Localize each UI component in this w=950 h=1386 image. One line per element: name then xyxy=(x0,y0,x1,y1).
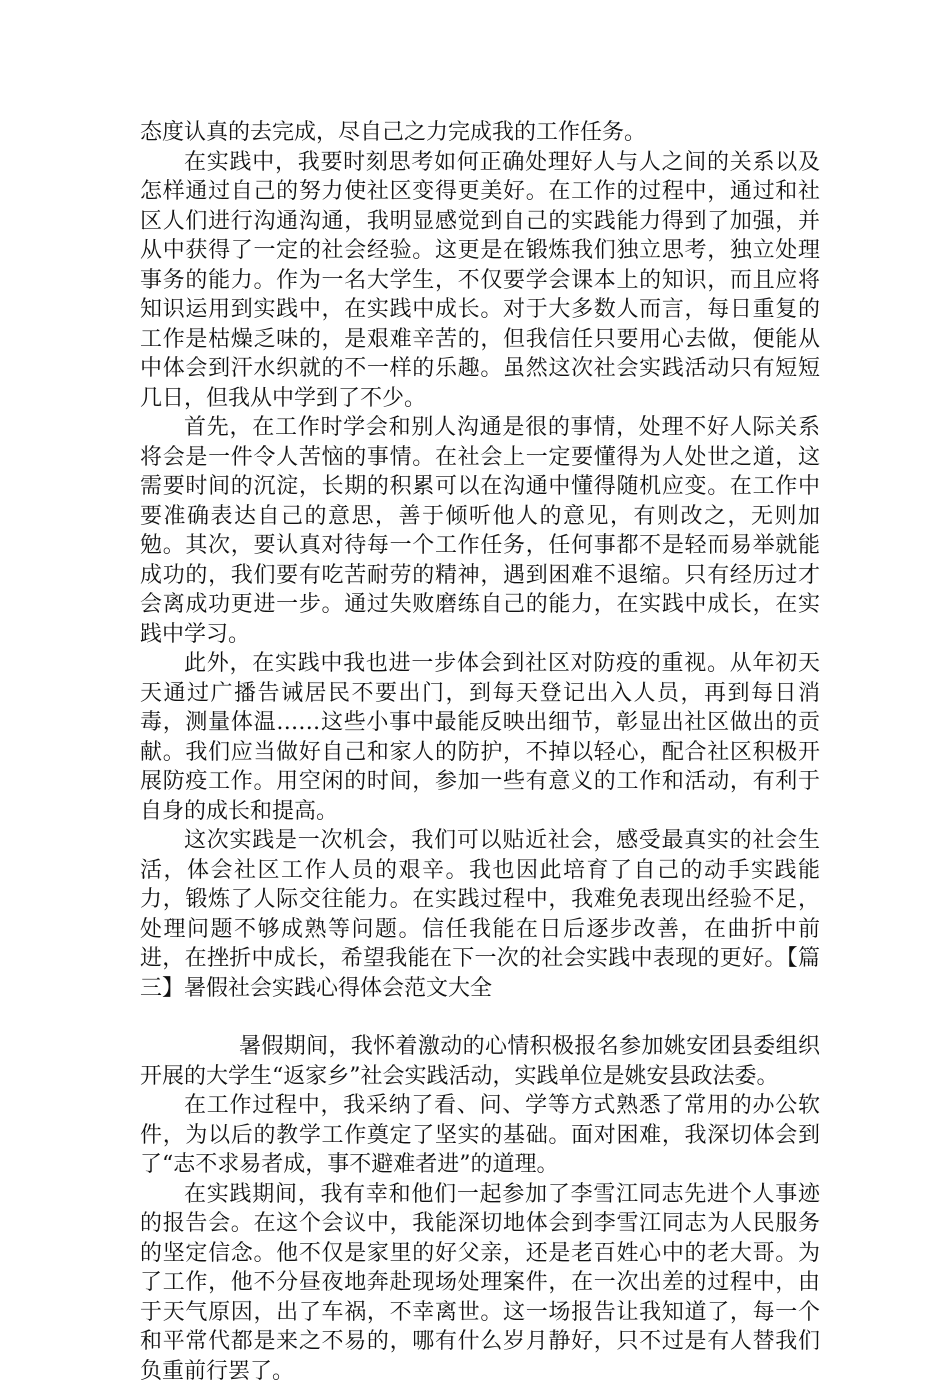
document-body xyxy=(140,118,820,1386)
paragraph-5: 这次实践是一次机会，我们可以贴近社会，感受最真实的社会生活，体会社区工作人员的艰辛。我也因此培育了自己的动手实践能力，锻炼了人际交往能力。在实践过程中，我难免表现出经验不足，处理问题不够成熟等问题。信任我能在日后逐步改善，在曲折中前进，在挫折中成长，希望我能在下一次的社会实践中表现的更好。【篇三】暑假社会实践心得体会范文大全 xyxy=(140,826,820,1003)
paragraph-2: 在实践中，我要时刻思考如何正确处理好人与人之间的关系以及怎样通过自己的努力使社区变得更美好。在工作的过程中，通过和社区人们进行沟通沟通，我明显感觉到自己的实践能力得到了加强，并从中获得了一定的社会经验。这更是在锻炼我们独立思考，独立处理事务的能力。作为一名大学生，不仅要学会课本上的知识，而且应将知识运用到实践中，在实践中成长。对于大多数人而言，每日重复的工作是枯燥乏味的，是艰难辛苦的，但我信任只要用心去做，便能从中体会到汗水织就的不一样的乐趣。虽然这次社会实践活动只有短短几日，但我从中学到了不少。 xyxy=(140,148,820,414)
paragraph-6: 暑假期间，我怀着激动的心情积极报名参加姚安团县委组织开展的大学生“返家乡”社会实践活动，实践单位是姚安县政法委。 xyxy=(140,1032,820,1091)
paragraph-3: 首先，在工作时学会和别人沟通是很的事情，处理不好人际关系将会是一件令人苦恼的事情。在社会上一定要懂得为人处世之道，这需要时间的沉淀，长期的积累可以在沟通中懂得随机应变。在工作中要准确表达自己的意思，善于倾听他人的意见，有则改之，无则加勉。其次，要认真对待每一个工作任务，任何事都不是轻而易举就能成功的，我们要有吃苦耐劳的精神，遇到困难不退缩。只有经历过才会离成功更进一步。通过失败磨练自己的能力，在实践中成长，在实践中学习。 xyxy=(140,413,820,649)
paragraph-7: 在工作过程中，我采纳了看、问、学等方式熟悉了常用的办公软件，为以后的教学工作奠定了坚实的基础。面对困难，我深切体会到了“志不求易者成，事不避难者进”的道理。 xyxy=(140,1091,820,1180)
paragraph-8: 在实践期间，我有幸和他们一起参加了李雪江同志先进个人事迹的报告会。在这个会议中，我能深切地体会到李雪江同志为人民服务的坚定信念。他不仅是家里的好父亲，还是老百姓心中的老大哥。为了工作，他不分昼夜地奔赴现场处理案件，在一次出差的过程中，由于天气原因，出了车祸，不幸离世。这一场报告让我知道了，每一个和平常代都是来之不易的，哪有什么岁月静好，只不过是有人替我们负重前行罢了。 xyxy=(140,1180,820,1386)
paragraph-1: 态度认真的去完成，尽自己之力完成我的工作任务。 xyxy=(140,118,820,148)
paragraph-4: 此外，在实践中我也进一步体会到社区对防疫的重视。从年初天天通过广播告诫居民不要出门，到每天登记出入人员，再到每日消毒，测量体温……这些小事中最能反映出细节，彰显出社区做出的贡献。我们应当做好自己和家人的防护，不掉以轻心，配合社区积极开展防疫工作。用空闲的时间，参加一些有意义的工作和活动，有利于自身的成长和提高。 xyxy=(140,649,820,826)
section-gap xyxy=(140,1003,820,1032)
